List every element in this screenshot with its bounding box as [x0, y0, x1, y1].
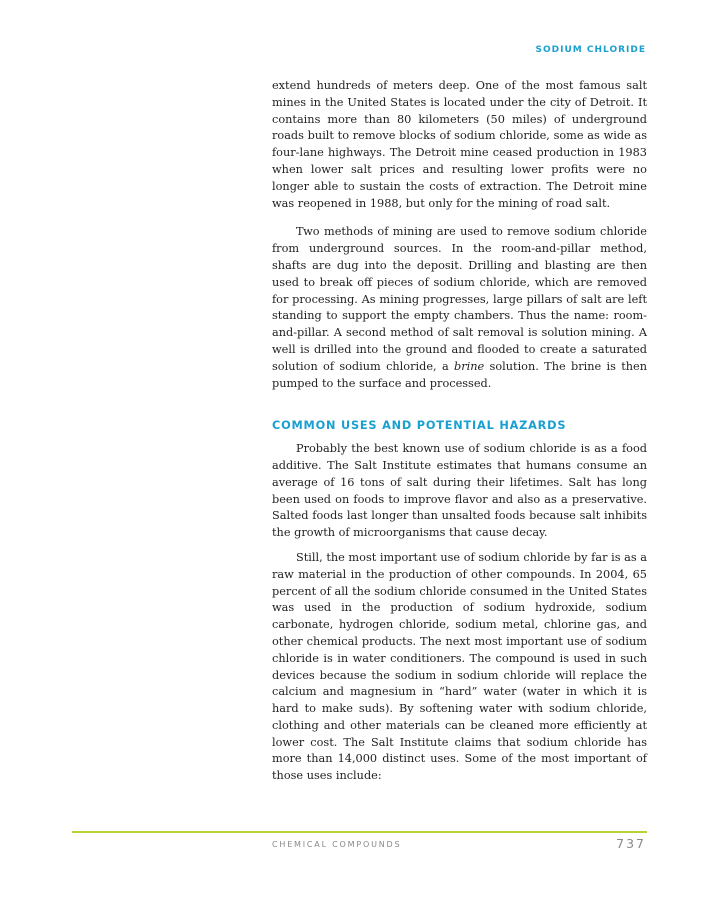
- footer-divider: [72, 831, 647, 833]
- paragraph-text: Two methods of mining are used to remove sodium chloride from underground sources. In the room-and-pillar method, shafts are dug into the deposit. Drilling and blasting are then used to break off pieces of sodium chloride, which are removed for processing. As mining progresses, large pillars of salt are left standing to support the empty chambers. Thus the name: room-and-pillar. A second method of salt removal is solution mining. A well is drilled into the ground and flooded to create a saturated solution of sodium chloride, a: [272, 225, 647, 373]
- page-number: 737: [616, 836, 646, 851]
- running-head: SODIUM CHLORIDE: [535, 45, 646, 55]
- paragraph-text: solution. The brine is then pumped to the surface and processed.: [272, 359, 648, 390]
- paragraph-mining-methods: [272, 224, 647, 392]
- italic-term-brine: brine: [454, 359, 485, 373]
- footer-book-title: CHEMICAL COMPOUNDS: [272, 840, 402, 849]
- paragraph-food-additive: Probably the best known use of sodium chloride is as a food additive. The Salt Institute estimates that humans consume an average of 16 tons of salt during their lifetimes. Salt has long been used on foods to improve flavor and also as a preservative. Salted foods last longer than unsalted foods because salt inhibits the growth of microorganisms that cause decay.: [272, 442, 647, 540]
- article-body: [272, 78, 647, 793]
- paragraph-raw-material: Still, the most important use of sodium chloride by far is as a raw material in the production of other compounds. In 2004, 65 percent of all the sodium chloride consumed in the United States was used in the production of sodium hydroxide, sodium carbonate, hydrogen chloride, sodium metal, chlorine gas, and other chemical products. The next most important use of sodium chloride is in water conditioners. The compound is used in such devices because the sodium in sodium chloride will replace the calcium and magnesium in “hard” water (water in which it is hard to make suds). By softening water with sodium chloride, clothing and other materials can be cleaned more efficiently at lower cost. The Salt Institute claims that sodium chloride has more than 14,000 distinct uses. Some of the most important of those uses include:: [272, 550, 647, 783]
- section-heading: COMMON USES AND POTENTIAL HAZARDS: [272, 419, 567, 433]
- paragraph-continued: extend hundreds of meters deep. One of the most famous salt mines in the United States is located under the city of Detroit. It contains more than 80 kilometers (50 miles) of underground roads built to remove blocks of sodium chloride, some as wide as four-lane highways. The Detroit mine ceased production in 1983 when lower salt prices and resulting lower profits were no longer able to sustain the costs of extraction. The Detroit mine was reopened in 1988, but only for the mining of road salt.: [272, 79, 647, 210]
